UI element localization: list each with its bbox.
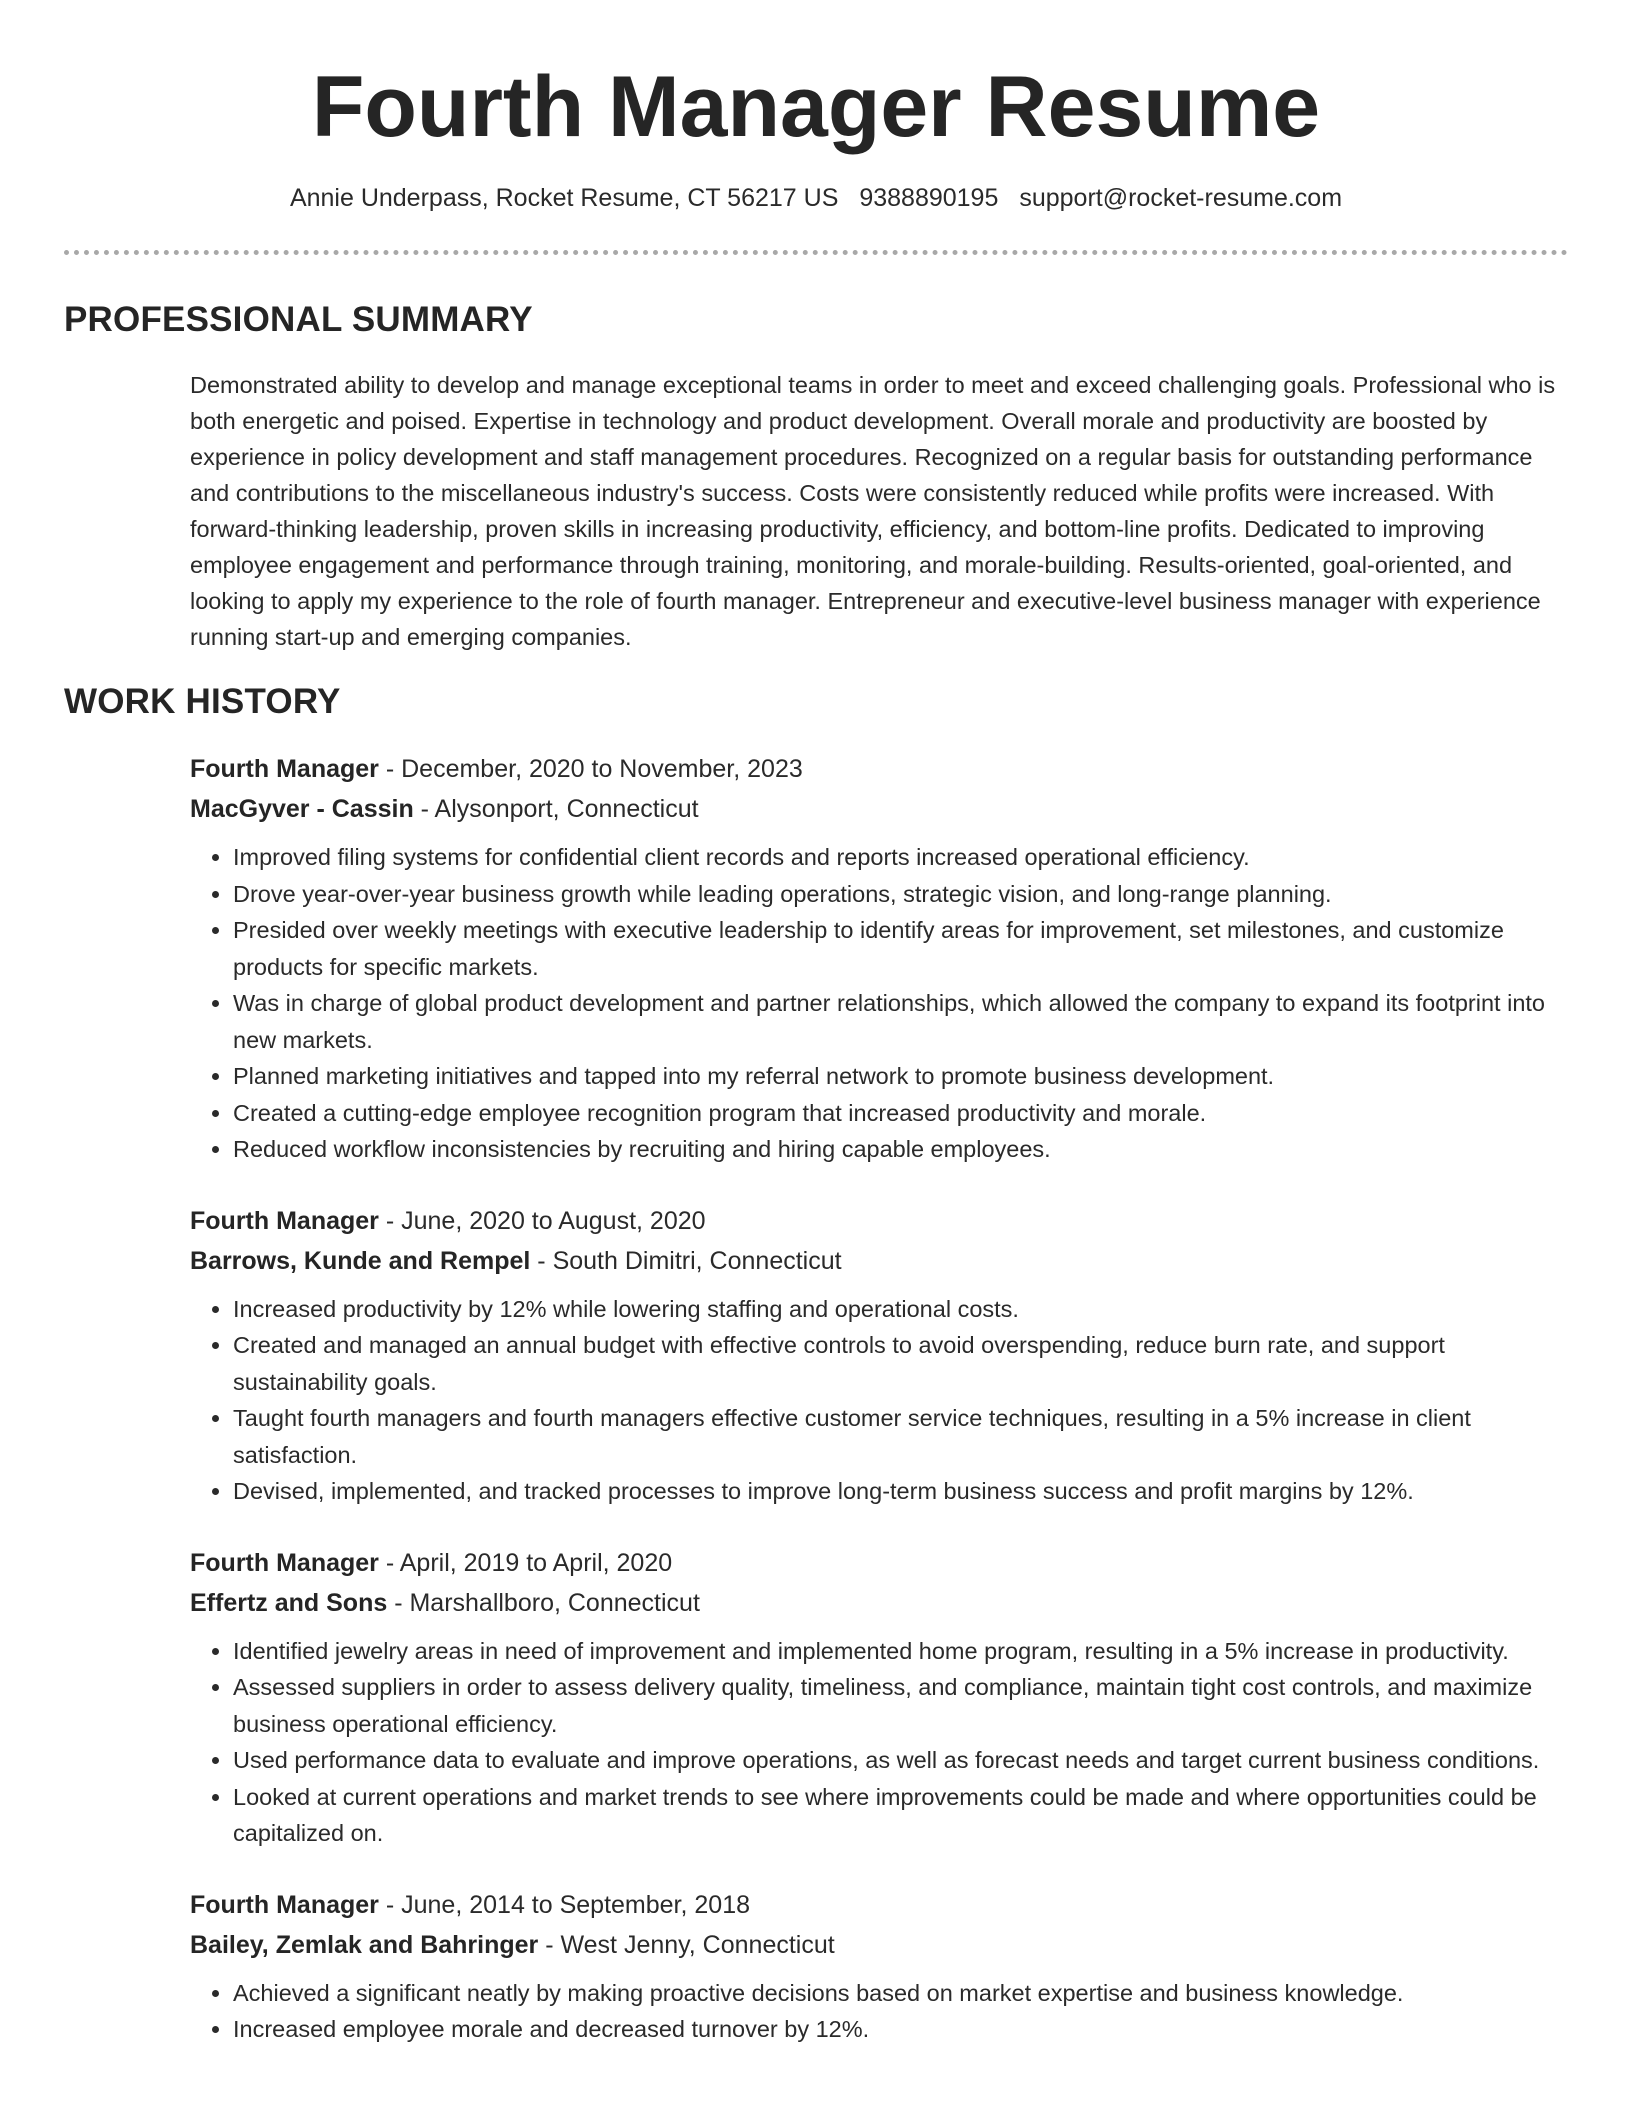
job-company-line	[190, 789, 1570, 829]
contact-phone: 9388890195	[859, 184, 999, 212]
job-bullet: • Used performance data to evaluate and improve operations, as well as forecast needs and target current business conditions.	[233, 1742, 1570, 1779]
header-divider	[64, 250, 1568, 255]
job-title: Fourth Manager	[190, 1548, 379, 1577]
job-bullets	[190, 1633, 1570, 1852]
job-dates: - June, 2020 to August, 2020	[378, 1206, 706, 1235]
job-bullet: • Reduced workflow inconsistencies by recruiting and hiring capable employees.	[233, 1131, 1570, 1168]
job-bullet: • Increased employee morale and decreased turnover by 12%.	[233, 2011, 1570, 2048]
job-bullet: • Increased productivity by 12% while lowering staffing and operational costs.	[233, 1291, 1570, 1328]
job-bullets	[190, 1291, 1570, 1510]
job-dates: - April, 2019 to April, 2020	[378, 1548, 673, 1577]
job-bullet: • Assessed suppliers in order to assess delivery quality, timeliness, and compliance, maintain tight cost controls, and maximize business operational efficiency.	[233, 1669, 1570, 1742]
job-bullet: • Taught fourth managers and fourth managers effective customer service techniques, resulting in a 5% increase in client satisfaction.	[233, 1400, 1570, 1473]
job-bullet: • Identified jewelry areas in need of improvement and implemented home program, resulting in a 5% increase in productivity.	[233, 1633, 1570, 1670]
job-dates: - June, 2014 to September, 2018	[378, 1890, 750, 1919]
job-title-line	[190, 1885, 1570, 1925]
job-dates: - December, 2020 to November, 2023	[378, 755, 803, 783]
job-entry	[190, 1201, 1570, 1510]
job-company: Barrows, Kunde and Rempel	[190, 1246, 531, 1275]
job-company: MacGyver - Cassin	[190, 795, 414, 823]
job-title: Fourth Manager	[190, 1206, 379, 1235]
job-entry	[190, 1885, 1570, 2048]
work-history-list	[190, 749, 1570, 2081]
job-bullet: • Drove year-over-year business growth while leading operations, strategic vision, and long-range planning.	[233, 876, 1570, 913]
job-location: - West Jenny, Connecticut	[538, 1930, 835, 1959]
job-company-line	[190, 1583, 1570, 1623]
job-bullet: • Improved filing systems for confidential client records and reports increased operational efficiency.	[233, 839, 1570, 876]
job-bullet: • Achieved a significant neatly by making proactive decisions based on market expertise and business knowledge.	[233, 1975, 1570, 2012]
contact-info	[0, 180, 1632, 216]
job-bullet: • Devised, implemented, and tracked processes to improve long-term business success and profit margins by 12%.	[233, 1473, 1570, 1510]
summary-text: Demonstrated ability to develop and manage exceptional teams in order to meet and exceed challenging goals. Professional who is both energetic and poised. Expertise in technology and product development. Overall morale and productivity are boosted by experience in policy development and staff management procedures. Recognized on a regular basis for outstanding performance and contributions to the miscellaneous industry's success. Costs were consistently reduced while profits were increased. With forward-thinking leadership, proven skills in increasing productivity, efficiency, and bottom-line profits. Dedicated to improving employee engagement and performance through training, monitoring, and morale-building. Results-oriented, goal-oriented, and looking to apply my experience to the role of fourth manager. Entrepreneur and executive-level business manager with experience running start-up and emerging companies.	[190, 372, 1556, 650]
job-bullet: • Planned marketing initiatives and tapped into my referral network to promote business development.	[233, 1058, 1570, 1095]
summary-heading: PROFESSIONAL SUMMARY	[64, 300, 533, 339]
contact-email: support@rocket-resume.com	[1019, 184, 1343, 212]
job-company-line	[190, 1925, 1570, 1965]
job-bullet: • Looked at current operations and market trends to see where improvements could be made and where opportunities could be capitalized on.	[233, 1779, 1570, 1852]
job-bullets	[190, 839, 1570, 1168]
resume-title: Fourth Manager Resume	[311, 59, 1321, 155]
job-bullet: • Created and managed an annual budget with effective controls to avoid overspending, reduce burn rate, and support sustainability goals.	[233, 1327, 1570, 1400]
job-company: Effertz and Sons	[190, 1588, 388, 1617]
job-location: - South Dimitri, Connecticut	[530, 1246, 842, 1275]
job-title: Fourth Manager	[190, 1890, 379, 1919]
job-bullets	[190, 1975, 1570, 2048]
job-bullet: • Was in charge of global product development and partner relationships, which allowed the company to expand its footprint into new markets.	[233, 985, 1570, 1058]
contact-address: Annie Underpass, Rocket Resume, CT 56217 US	[289, 184, 839, 212]
job-location: - Marshallboro, Connecticut	[387, 1588, 700, 1617]
work-history-heading: WORK HISTORY	[64, 682, 341, 721]
job-company: Bailey, Zemlak and Bahringer	[190, 1930, 539, 1959]
job-entry	[190, 1543, 1570, 1852]
job-company-line	[190, 1241, 1570, 1281]
job-title-line	[190, 1201, 1570, 1241]
job-location: - Alysonport, Connecticut	[413, 795, 699, 823]
job-title: Fourth Manager	[190, 755, 379, 783]
job-title-line	[190, 1543, 1570, 1583]
job-entry	[190, 749, 1570, 1168]
job-bullet: • Presided over weekly meetings with executive leadership to identify areas for improvement, set milestones, and customize products for specific markets.	[233, 912, 1570, 985]
job-bullet: • Created a cutting-edge employee recognition program that increased productivity and morale.	[233, 1095, 1570, 1132]
job-title-line	[190, 749, 1570, 789]
